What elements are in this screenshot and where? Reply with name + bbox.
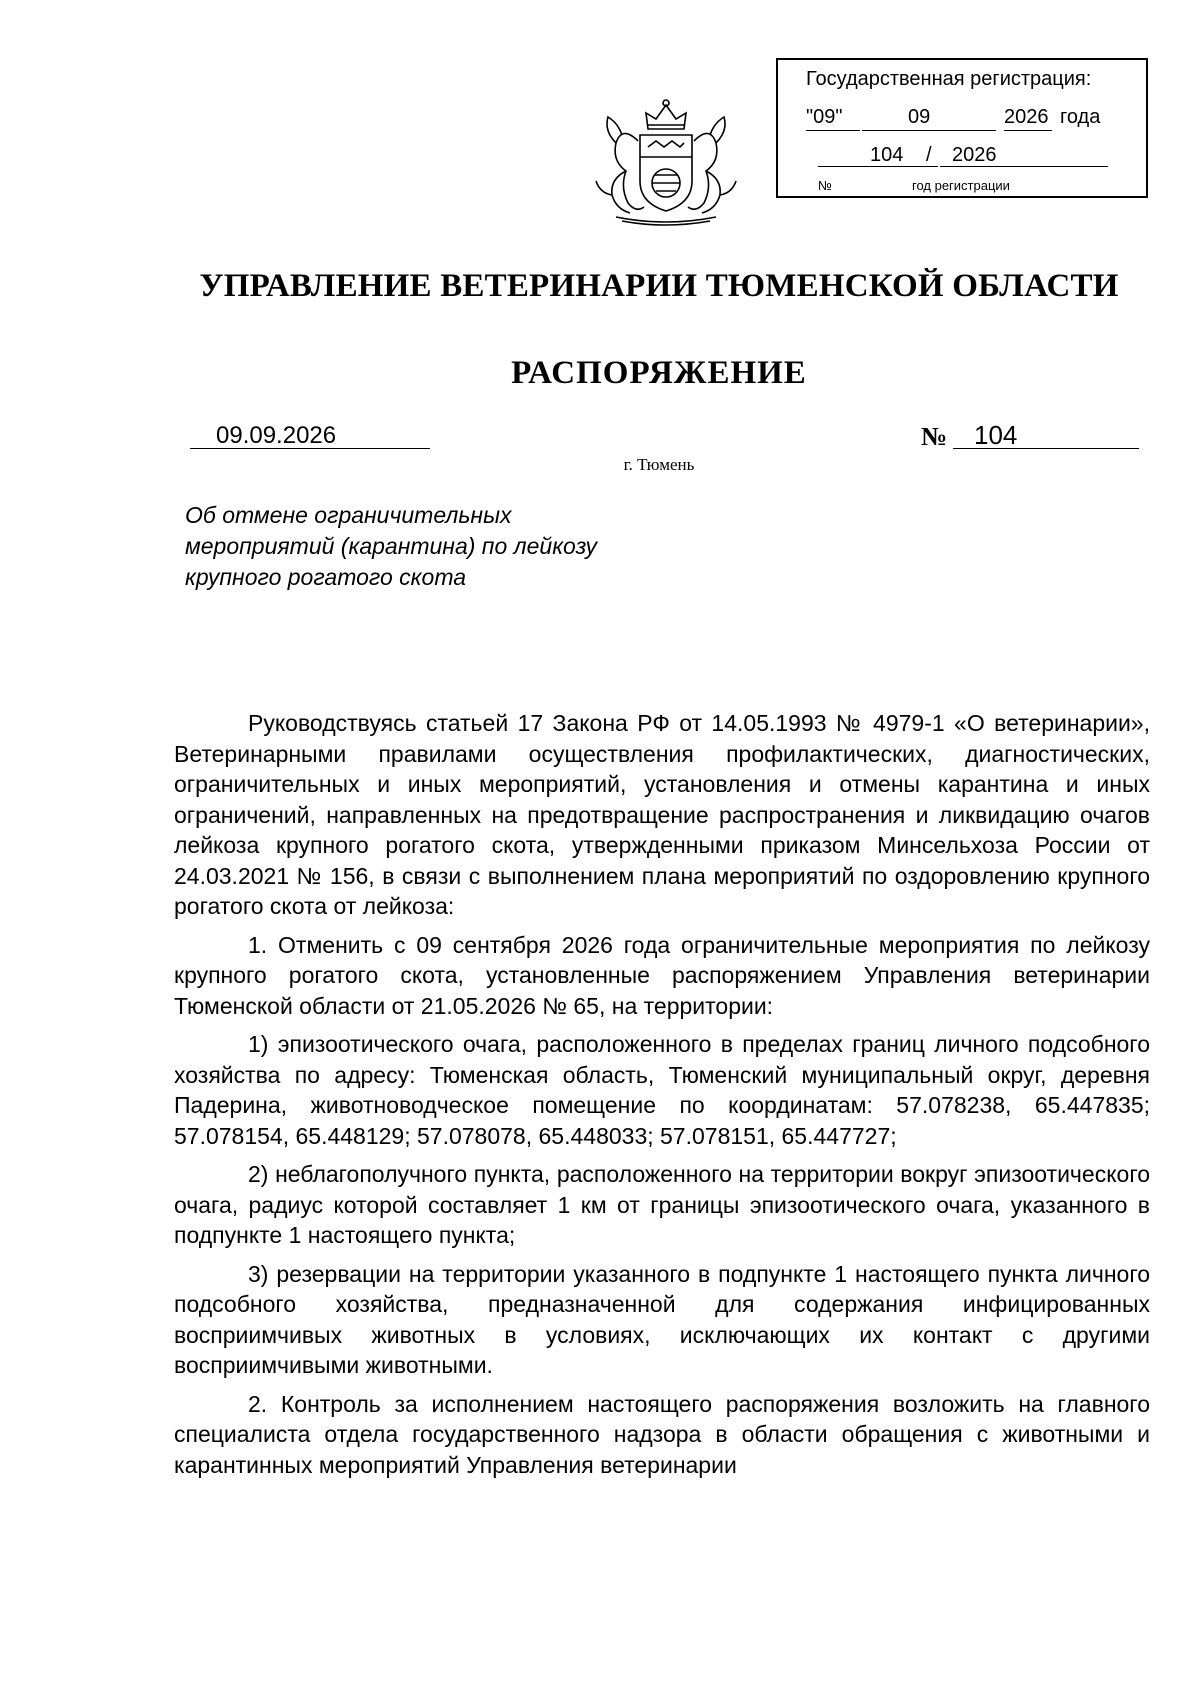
paragraph-preamble: Руководствуясь статьей 17 Закона РФ от 14.05.1993 № 4979-1 «О ветеринарии», Ветеринарными правилами осуществления профилактических, диагностических, ограничительных и иных мероприятий, установления и отмены карантина и иных ограничений, направленных на предотвращение распространения и ликвидацию очагов лейкоза крупного рогатого скота, утвержденными приказом Минсельхоза России от 24.03.2021 № 156, в связи с выполнением плана мероприятий по оздоровлению крупного рогатого скота от лейкоза: (174, 710, 1150, 919)
registration-year: 2026 (1004, 106, 1049, 128)
registration-day-line (806, 130, 860, 131)
document-type: РАСПОРЯЖЕНИЕ (511, 355, 807, 391)
registration-stamp (776, 58, 1148, 198)
registration-caption-number: № (818, 178, 832, 193)
registration-day: "09" (806, 106, 843, 128)
registration-month: 09 (908, 106, 931, 128)
registration-number: 104 (870, 144, 904, 166)
registration-caption-year: год регистрации (912, 178, 1010, 193)
document-date-line (190, 448, 430, 449)
paragraph-item-2: 2. Контроль за исполнением настоящего распоряжения возложить на главного специалиста отдела государственного надзора в области обращения с животными и карантинных мероприятий Управления ветеринарии (174, 1390, 1150, 1478)
registration-regyear: 2026 (952, 144, 997, 166)
document-number: 104 (974, 420, 1018, 450)
coat-of-arms-icon (576, 95, 756, 227)
registration-title: Государственная регистрация: (806, 68, 1092, 90)
paragraph-subitem-3: 3) резервации на территории указанного в подпункте 1 настоящего пункта личного подсобного хозяйства, предназначенной для содержания инфицированных восприимчивых животных в условиях, исключающих их контакт с другими восприимчивыми животными. (174, 1260, 1150, 1378)
registration-month-line (862, 130, 996, 131)
paragraph-subitem-2: 2) неблагополучного пункта, расположенного на территории вокруг эпизоотического очага, радиус которой составляет 1 км от границы эпизоотического очага, указанного в подпункте 1 настоящего пункта; (174, 1161, 1150, 1248)
registration-separator: / (926, 144, 932, 166)
document-city: г. Тюмень (623, 455, 695, 474)
document-subject: Об отмене ограничительных мероприятий (карантина) по лейкозу крупного рогатого скота (185, 502, 598, 590)
paragraph-item-1: 1. Отменить с 09 сентября 2026 года ограничительные мероприятия по лейкозу крупного рогатого скота, установленные распоряжением Управления ветеринарии Тюменской области от 21.05.2026 № 65, на территории: (174, 931, 1150, 1019)
organization-title: УПРАВЛЕНИЕ ВЕТЕРИНАРИИ ТЮМЕНСКОЙ ОБЛАСТИ (199, 268, 1119, 304)
document-body (174, 708, 1150, 1488)
document-date: 09.09.2026 (216, 422, 337, 449)
document-number-sign: № (921, 422, 948, 451)
registration-year-suffix: года (1060, 106, 1101, 128)
registration-year-line (1004, 130, 1052, 131)
paragraph-subitem-1: 1) эпизоотического очага, расположенного в пределах границ личного подсобного хозяйства по адресу: Тюменская область, Тюменский муниципальный округ, деревня Падерина, животноводческое помещение по координатам: 57.078238, 65.447835; 57.078154, 65.448129; 57.078078, 65.448033; 57.078151, 65.447727; (174, 1031, 1150, 1149)
document-number-line (953, 448, 1139, 449)
